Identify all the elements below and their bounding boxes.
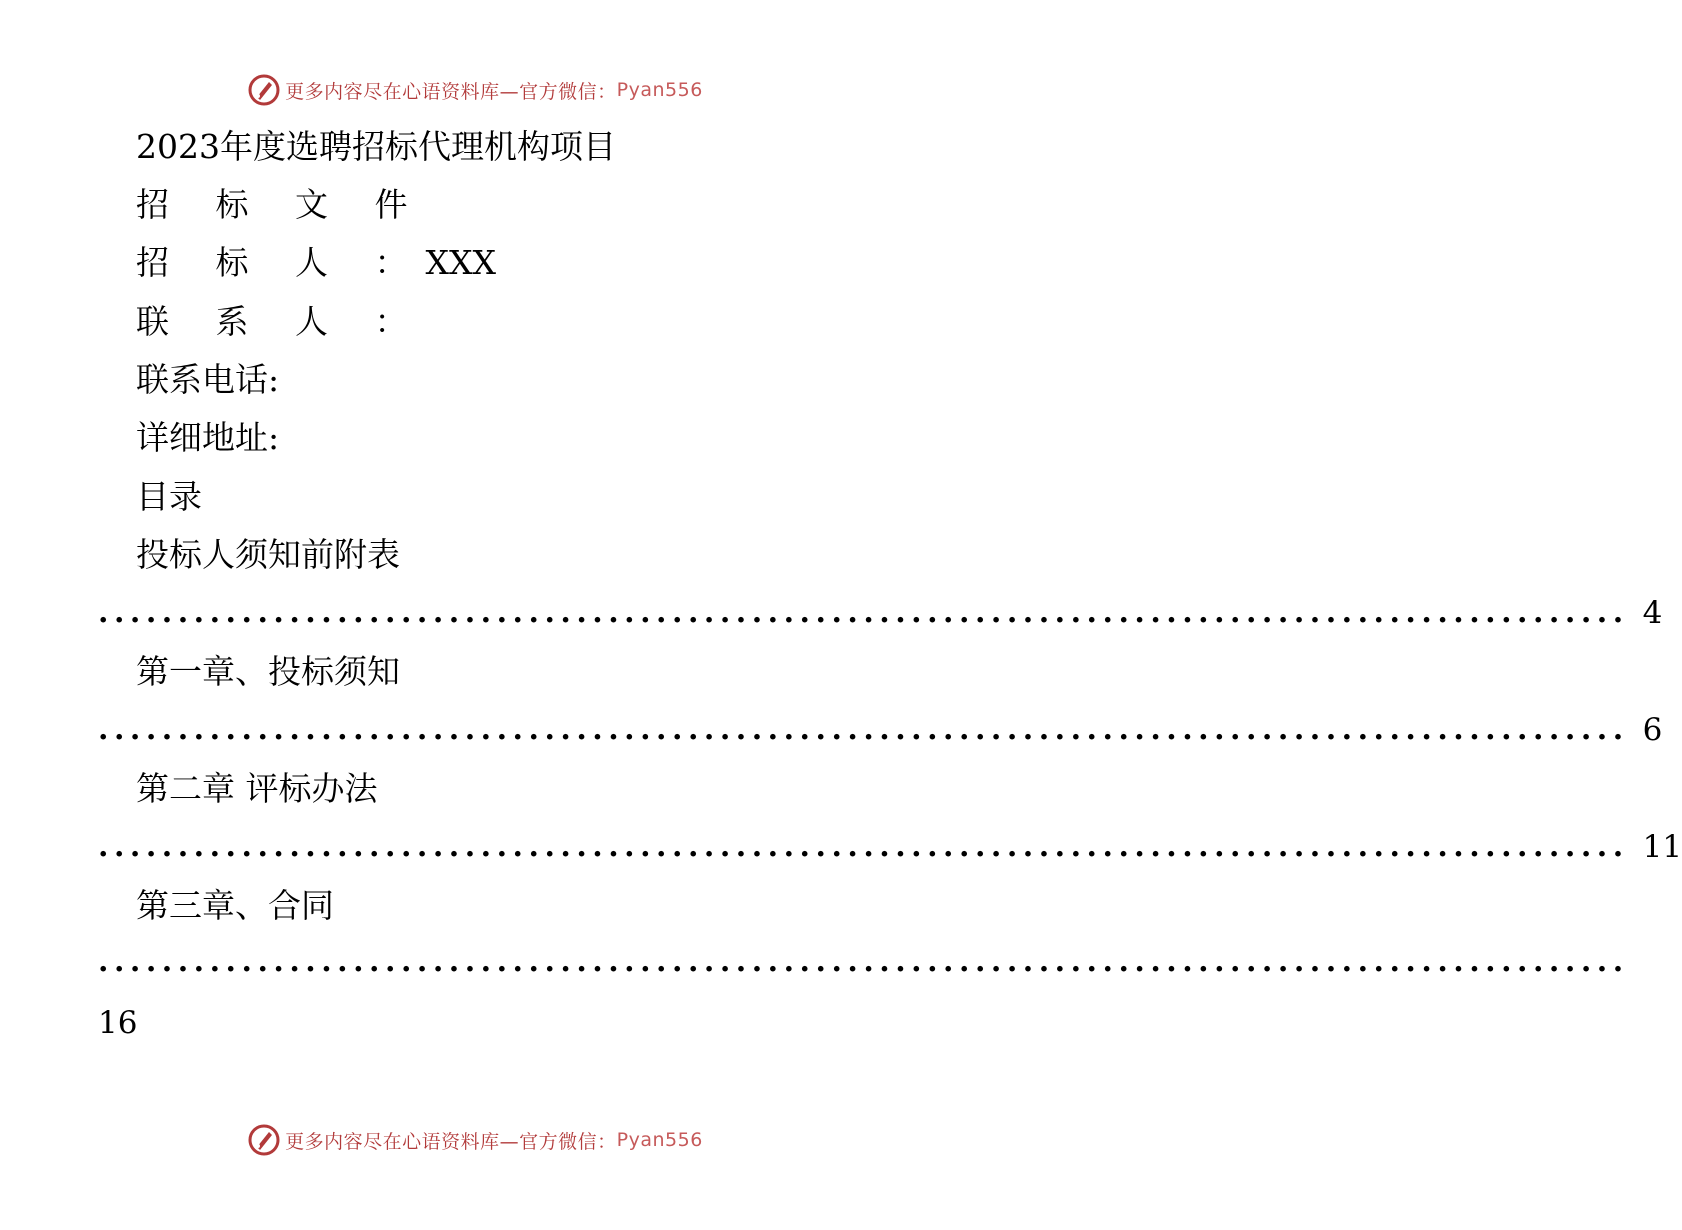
toc-page-number: 4 xyxy=(1642,595,1663,631)
document-title: 2023年度选聘招标代理机构项目 xyxy=(136,127,616,166)
toc-entry-title[interactable]: 投标人须知前附表 xyxy=(136,535,400,574)
watermark-banner-bottom xyxy=(0,1120,950,1160)
toc-entry-title[interactable]: 第三章、合同 xyxy=(136,886,334,925)
watermark-text: 更多内容尽在心语资料库—官方微信： xyxy=(285,80,617,103)
tenderer-label: 招 标 人 ： xyxy=(136,243,426,282)
pen-seal-icon xyxy=(247,73,281,107)
watermark-handle: Pyan556 xyxy=(616,1129,703,1151)
toc-entry-leader xyxy=(98,593,1663,633)
toc-entry-title[interactable]: 第二章 评标办法 xyxy=(136,769,378,808)
address-label: 详细地址: xyxy=(136,418,280,457)
toc-page-number: 16 xyxy=(98,1005,138,1041)
toc-entry-title[interactable]: 第一章、投标须知 xyxy=(136,652,400,691)
toc-page-number: 11 xyxy=(1642,829,1682,865)
tenderer-value: XXX xyxy=(425,243,496,282)
phone-label: 联系电话: xyxy=(136,360,280,399)
contact-label: 联 系 人 ： xyxy=(136,302,426,341)
dot-leader: ................................................................................................ xyxy=(98,712,1629,747)
toc-entry-leader xyxy=(98,827,1682,867)
tenderer-row xyxy=(136,243,496,283)
watermark-handle: Pyan556 xyxy=(616,79,703,101)
toc-heading: 目录 xyxy=(136,477,202,516)
dot-leader: ................................................................................................ xyxy=(98,944,1629,979)
pen-seal-icon xyxy=(247,1123,281,1157)
document-type: 招 标 文 件 xyxy=(136,185,426,224)
watermark-text: 更多内容尽在心语资料库—官方微信： xyxy=(285,1130,617,1153)
dot-leader: ................................................................................................ xyxy=(98,829,1629,864)
watermark-banner-top xyxy=(0,70,950,110)
toc-page-number: 6 xyxy=(1642,712,1663,748)
toc-entry-leader xyxy=(98,710,1663,750)
dot-leader: ................................................................................................ xyxy=(98,595,1629,630)
